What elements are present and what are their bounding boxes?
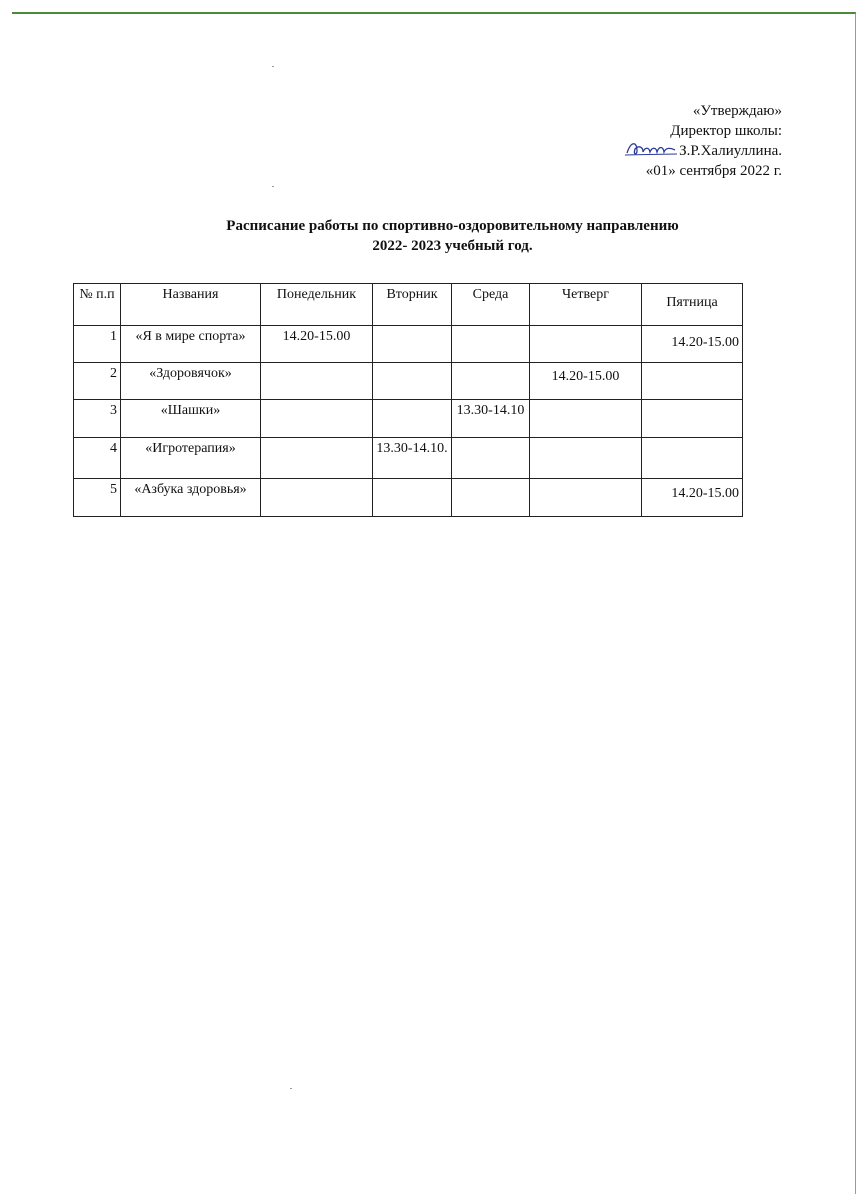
header-name: Названия: [121, 284, 261, 326]
approval-date: «01» сентября 2022 г.: [645, 163, 782, 179]
cell-tuesday: [373, 400, 452, 438]
cell-name: «Шашки»: [121, 400, 261, 438]
cell-wednesday: [452, 479, 530, 517]
cell-friday: 14.20-15.00: [642, 326, 743, 363]
cell-wednesday: [452, 363, 530, 400]
cell-name: «Здоровячок»: [121, 363, 261, 400]
cell-thursday: [530, 326, 642, 363]
approval-block: [646, 101, 782, 181]
schedule-table: [73, 283, 743, 517]
cell-wednesday: 13.30-14.10: [452, 400, 530, 438]
director-position: Директор школы:: [670, 123, 782, 139]
cell-thursday: 14.20-15.00: [530, 363, 642, 400]
title-line-2: 2022- 2023 учебный год.: [372, 238, 533, 254]
approval-heading: «Утверждаю»: [692, 103, 782, 119]
cell-number: 2: [74, 363, 121, 400]
cell-monday: [261, 400, 373, 438]
cell-number: 1: [74, 326, 121, 363]
cell-tuesday: [373, 363, 452, 400]
title-line-1: Расписание работы по спортивно-оздоровительному направлению: [226, 218, 679, 234]
cell-tuesday: [373, 326, 452, 363]
cell-wednesday: [452, 438, 530, 479]
cell-name: «Игротерапия»: [121, 438, 261, 479]
header-thursday: Четверг: [530, 284, 642, 326]
scan-speck: [290, 1088, 292, 1089]
cell-wednesday: [452, 326, 530, 363]
table-row: [74, 363, 743, 400]
director-name: З.Р.Халиуллина.: [679, 143, 782, 159]
header-friday: Пятница: [642, 284, 743, 326]
scan-speck: [272, 66, 274, 67]
cell-tuesday: [373, 479, 452, 517]
table-row: [74, 479, 743, 517]
page-border: [12, 12, 856, 1194]
header-monday: Понедельник: [261, 284, 373, 326]
cell-thursday: [530, 479, 642, 517]
cell-friday: [642, 438, 743, 479]
cell-monday: [261, 479, 373, 517]
signature-image: [623, 137, 679, 161]
document-title: [120, 216, 785, 256]
cell-number: 5: [74, 479, 121, 517]
cell-friday: [642, 363, 743, 400]
cell-number: 3: [74, 400, 121, 438]
table-row: [74, 400, 743, 438]
table-row: [74, 438, 743, 479]
table-header-row: [74, 284, 743, 326]
header-wednesday: Среда: [452, 284, 530, 326]
cell-thursday: [530, 438, 642, 479]
cell-monday: [261, 363, 373, 400]
cell-number: 4: [74, 438, 121, 479]
table-row: [74, 326, 743, 363]
cell-monday: 14.20-15.00: [261, 326, 373, 363]
cell-friday: [642, 400, 743, 438]
cell-tuesday: 13.30-14.10.: [373, 438, 452, 479]
cell-name: «Я в мире спорта»: [121, 326, 261, 363]
scan-speck: [272, 186, 274, 187]
cell-name: «Азбука здоровья»: [121, 479, 261, 517]
header-number: № п.п: [74, 284, 121, 326]
cell-thursday: [530, 400, 642, 438]
header-tuesday: Вторник: [373, 284, 452, 326]
cell-monday: [261, 438, 373, 479]
cell-friday: 14.20-15.00: [642, 479, 743, 517]
